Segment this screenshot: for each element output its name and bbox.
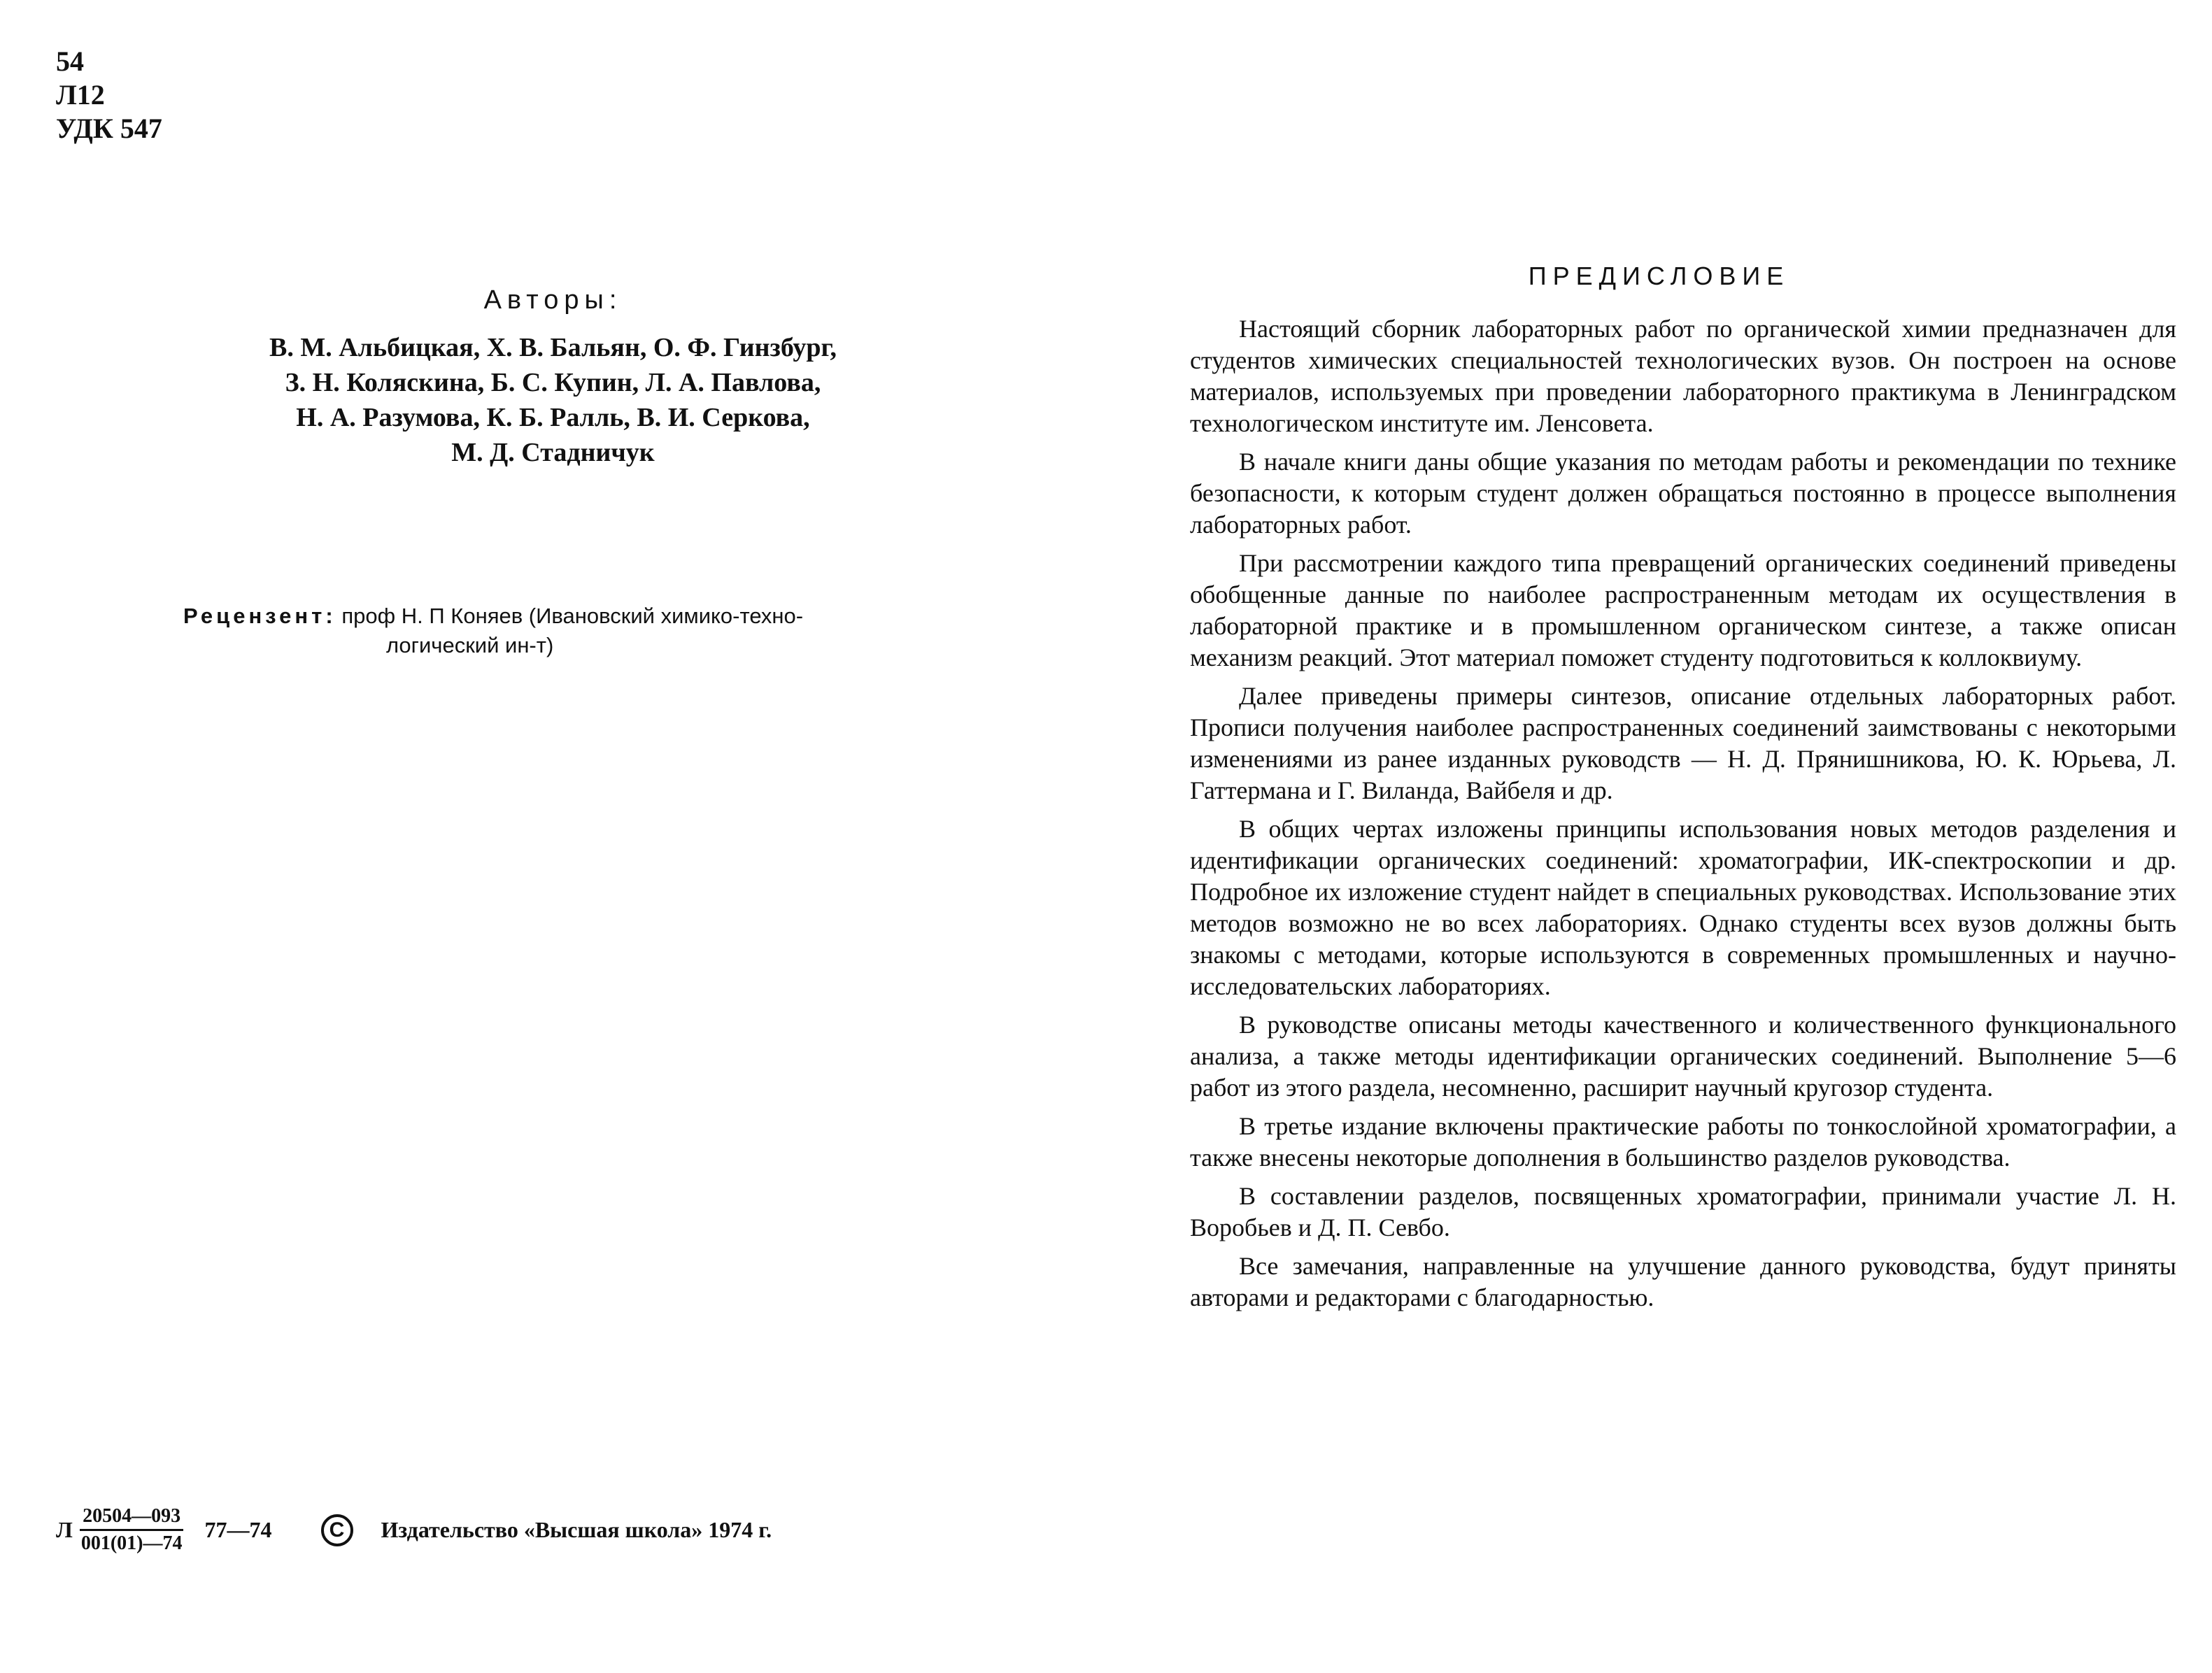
imprint-denominator: 001(01)—74 (80, 1532, 183, 1554)
preface-paragraph: В начале книги даны общие указания по методам работы и рекомендации по технике безопасности, к которым студент должен обращаться постоянно в процессе выполнения лабораторных работ. (1190, 448, 2176, 539)
imprint-code: 77—74 (204, 1517, 272, 1542)
authors-line: З. Н. Коляскина, Б. С. Купин, Л. А. Павлова, (285, 368, 821, 397)
reviewer-affiliation: логический ин-т) (386, 633, 554, 657)
reviewer-label: Рецензент: (183, 604, 336, 628)
reviewer-name: проф Н. П Коняев (Ивановский химико-техно- (341, 604, 804, 628)
right-page (1106, 0, 2212, 1673)
imprint-line (56, 1504, 772, 1556)
preface-paragraph: В общих чертах изложены принципы использования новых методов разделения и идентификации органических соединений: хроматографии, ИК-спектроскопии и др. Подробное их изложение студент найдет в специальных руководствах. Использование этих методов возможно не во всех лабораториях. Однако студенты всех вузов должны быть знакомы с методами, которые используются в современных промышленных и научно-исследовательских лабораториях. (1190, 815, 2176, 1000)
preface-paragraph: В руководстве описаны методы качественного и количественного функционального анализа, а также методы идентификации органических соединений. Выполнение 5—6 работ из этого раздела, несомненно, расширит научный кругозор студента. (1190, 1011, 2176, 1102)
authors-line: Н. А. Разумова, К. Б. Ралль, В. И. Серкова, (296, 403, 810, 432)
preface-paragraph: В составлении разделов, посвященных хроматографии, принимали участие Л. Н. Воробьев и Д. П. Севбо. (1190, 1182, 2176, 1241)
catalog-number: 54 (56, 45, 84, 77)
preface-heading: ПРЕДИСЛОВИЕ (1528, 262, 1790, 290)
preface-body (1190, 313, 2176, 1320)
preface-paragraph: При рассмотрении каждого типа превращений органических соединений приведены обобщенные данные по наиболее распространенным методам их осуществления в лабораторной практике и в промышленном органическом синтезе, а также описан механизм реакций. Этот материал поможет студенту подготовиться к коллоквиуму. (1190, 549, 2176, 671)
preface-paragraph: Настоящий сборник лабораторных работ по органической химии предназначен для студентов химических специальностей технологических вузов. Он построен на основе материалов, используемых при проведении лабораторного практикума в Ленинградском технологическом институте им. Ленсовета. (1190, 315, 2176, 437)
reviewer-block (183, 601, 803, 660)
authors-line: М. Д. Стадничук (451, 438, 655, 467)
catalog-codes (56, 45, 162, 145)
catalog-index: Л12 (56, 79, 105, 111)
authors-line: В. М. Альбицкая, Х. В. Бальян, О. Ф. Гинзбург, (269, 333, 837, 362)
imprint-letter: Л (56, 1517, 73, 1542)
imprint-fraction (78, 1504, 185, 1556)
publisher-line: Издательство «Высшая школа» 1974 г. (381, 1517, 772, 1542)
authors-list (0, 330, 1106, 470)
authors-heading: Авторы: (483, 285, 623, 315)
udc-code: УДК 547 (56, 113, 162, 144)
copyright-icon: C (321, 1514, 353, 1546)
preface-paragraph: Далее приведены примеры синтезов, описание отдельных лабораторных работ. Прописи получения наиболее распространенных соединений заимствованы с некоторыми изменениями из ранее изданных руководств — Н. Д. Прянишникова, Ю. К. Юрьева, Л. Гаттермана и Г. Виланда, Вайбеля и др. (1190, 682, 2176, 804)
imprint-numerator: 20504—093 (80, 1504, 183, 1531)
preface-paragraph: В третье издание включены практические работы по тонкослойной хроматографии, а также внесены некоторые дополнения в большинство разделов руководства. (1190, 1112, 2176, 1172)
preface-paragraph: Все замечания, направленные на улучшение данного руководства, будут приняты авторами и редакторами с благодарностью. (1190, 1252, 2176, 1311)
